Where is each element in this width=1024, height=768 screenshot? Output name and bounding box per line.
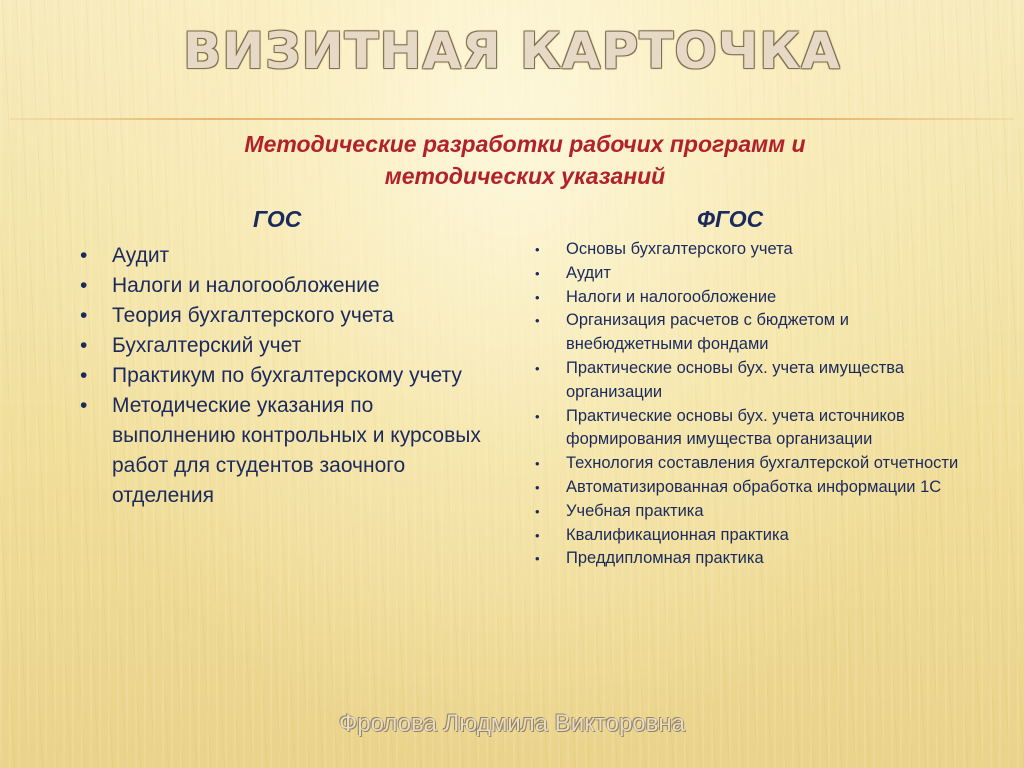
list-item: • Основы бухгалтерского учета xyxy=(530,238,960,262)
list-item: • Организация расчетов с бюджетом и внебюджетными фондами xyxy=(535,311,849,354)
bullet-icon: • xyxy=(80,304,88,327)
list-item: • Автоматизированная обработка информации 1С xyxy=(530,476,960,500)
list-item: • Учебная практика xyxy=(530,500,960,524)
list-item: • Технология составления бухгалтерской отчетности xyxy=(530,452,960,476)
list-item: • Практикум по бухгалтерскому учету xyxy=(78,361,488,391)
list-item: • Аудит xyxy=(78,241,488,271)
bullet-icon: • xyxy=(80,394,88,417)
bullet-icon: • xyxy=(80,364,88,387)
bullet-icon: • xyxy=(535,289,540,305)
author-name: Фролова Людмила Викторовна xyxy=(339,710,685,737)
subtitle-line-1: Методические разработки рабочих программ и xyxy=(244,131,806,157)
bullet-icon: • xyxy=(535,527,540,543)
list-item: • Практические основы бух. учета источников формирования имущества организации xyxy=(535,406,905,449)
bullet-icon: • xyxy=(80,244,88,267)
list-item: • Методические указания по выполнению контрольных и курсовых работ для студентов заочного отделения xyxy=(78,391,488,511)
list-item: • Практические основы бух. учета имущества организации xyxy=(535,358,905,401)
fgos-heading: ФГОС xyxy=(697,206,764,232)
bullet-icon: • xyxy=(535,479,540,495)
list-item: • Преддипломная практика xyxy=(530,547,960,571)
bullet-icon: • xyxy=(535,408,540,424)
fgos-list xyxy=(530,238,960,571)
bullet-icon: • xyxy=(535,360,540,376)
list-item: • Налоги и налогообложение xyxy=(530,286,960,310)
gos-list xyxy=(78,241,488,511)
list-item: • Аудит xyxy=(530,262,960,286)
bullet-icon: • xyxy=(80,334,88,357)
bullet-icon: • xyxy=(535,551,540,567)
title-divider xyxy=(10,118,1014,120)
subtitle-line-2: методических указаний xyxy=(384,163,666,189)
bullet-icon: • xyxy=(535,456,540,472)
slide-title: ВИЗИТНАЯ КАРТОЧКА xyxy=(183,22,841,80)
gos-heading: ГОС xyxy=(253,206,302,232)
bullet-icon: • xyxy=(535,503,540,519)
list-item: • Бухгалтерский учет xyxy=(78,331,488,361)
bullet-icon: • xyxy=(535,265,540,281)
list-item: • Квалификационная практика xyxy=(530,524,960,548)
bullet-icon: • xyxy=(535,313,540,329)
bullet-icon: • xyxy=(80,274,88,297)
list-item: • Налоги и налогообложение xyxy=(78,271,488,301)
bullet-icon: • xyxy=(535,242,540,257)
slide-subtitle xyxy=(130,128,920,192)
list-item: • Теория бухгалтерского учета xyxy=(78,301,488,331)
